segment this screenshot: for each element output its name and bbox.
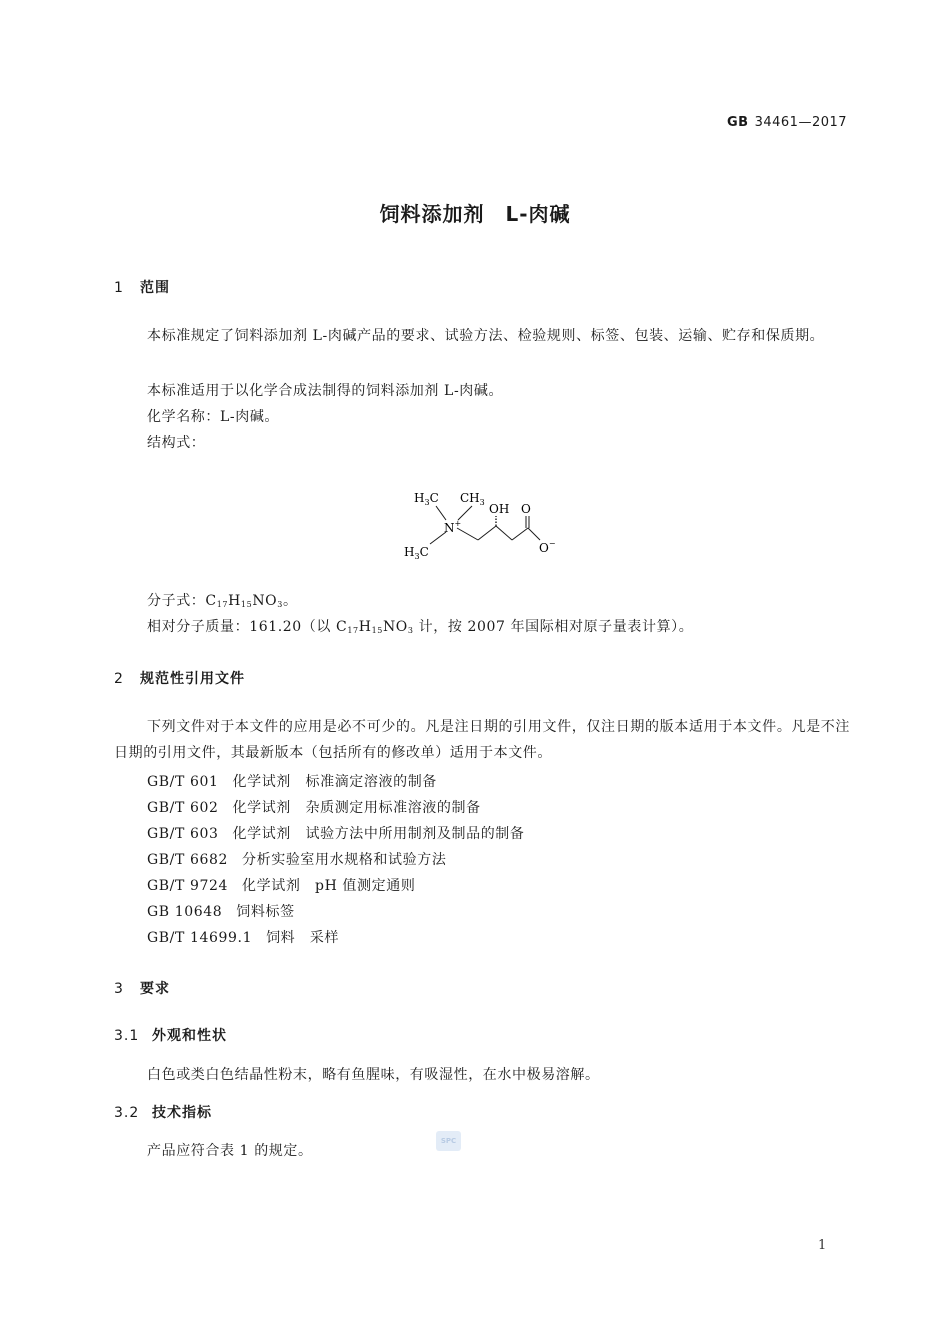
- reference-item: GB/T 603 化学试剂 试验方法中所用制剂及制品的制备: [147, 826, 525, 842]
- section-2-para: 下列文件对于本文件的应用是必不可少的。凡是注日期的引用文件，仅注日期的版本适用于本文件。凡是不注日期的引用文件，其最新版本（包括所有的修改单）适用于本文件。: [114, 719, 850, 761]
- section-1-para-4: 结构式：: [147, 435, 206, 451]
- reference-item: GB/T 9724 化学试剂 pH 值测定通则: [147, 878, 416, 894]
- section-3-2-heading: 3.2 技术指标: [114, 1105, 212, 1121]
- page-title: 饲料添加剂 L-肉碱: [379, 202, 571, 226]
- section-3-heading: 3 要求: [114, 981, 170, 997]
- section-1-para-2: 本标准适用于以化学合成法制得的饲料添加剂 L-肉碱。: [147, 383, 504, 399]
- ch3-top-label: $CH_3$: [460, 491, 485, 507]
- h3c-bottom-label: $H_3C$: [404, 545, 429, 561]
- carboxylate-oxygen-label: O−: [539, 539, 556, 555]
- nitrogen-label: N+: [444, 519, 462, 535]
- section-1-para-1: 本标准规定了饲料添加剂 L-肉碱产品的要求、试验方法、检验规则、标签、包装、运输、贮存和保质期。: [147, 328, 825, 344]
- section-3-2-text: 产品应符合表 1 的规定。: [147, 1143, 313, 1159]
- section-2-heading: 2 规范性引用文件: [114, 671, 245, 687]
- reference-item: GB/T 6682 分析实验室用水规格和试验方法: [147, 852, 447, 868]
- molecular-mass: 相对分子质量：161.20（以 $C_{17}H_{15}NO_3$ 计，按 2007 年国际相对原子量表计算）。: [147, 619, 694, 635]
- standard-number: GB 34461—2017: [727, 115, 848, 130]
- section-3-1-text: 白色或类白色结晶性粉末，略有鱼腥味，有吸湿性，在水中极易溶解。: [147, 1067, 600, 1083]
- section-3-1-heading: 3.1 外观和性状: [114, 1028, 227, 1044]
- page-number: 1: [818, 1238, 827, 1253]
- molecular-formula: 分子式：$C_{17}H_{15}NO_3$。: [147, 593, 298, 609]
- reference-item: GB/T 14699.1 饲料 采样: [147, 930, 340, 946]
- section-1-heading: 1 范围: [114, 280, 170, 296]
- reference-item: GB/T 602 化学试剂 杂质测定用标准溶液的制备: [147, 800, 481, 816]
- reference-item: GB/T 601 化学试剂 标准滴定溶液的制备: [147, 774, 437, 790]
- watermark-logo: SPC: [436, 1131, 461, 1151]
- h3c-top-label: $H_3C$: [414, 491, 439, 507]
- structural-formula: [400, 482, 570, 572]
- reference-item: GB 10648 饲料标签: [147, 904, 295, 920]
- section-1-para-3: 化学名称：L-肉碱。: [147, 409, 280, 425]
- carbonyl-oxygen-label: O: [521, 502, 531, 516]
- hydroxyl-label: OH: [489, 502, 510, 516]
